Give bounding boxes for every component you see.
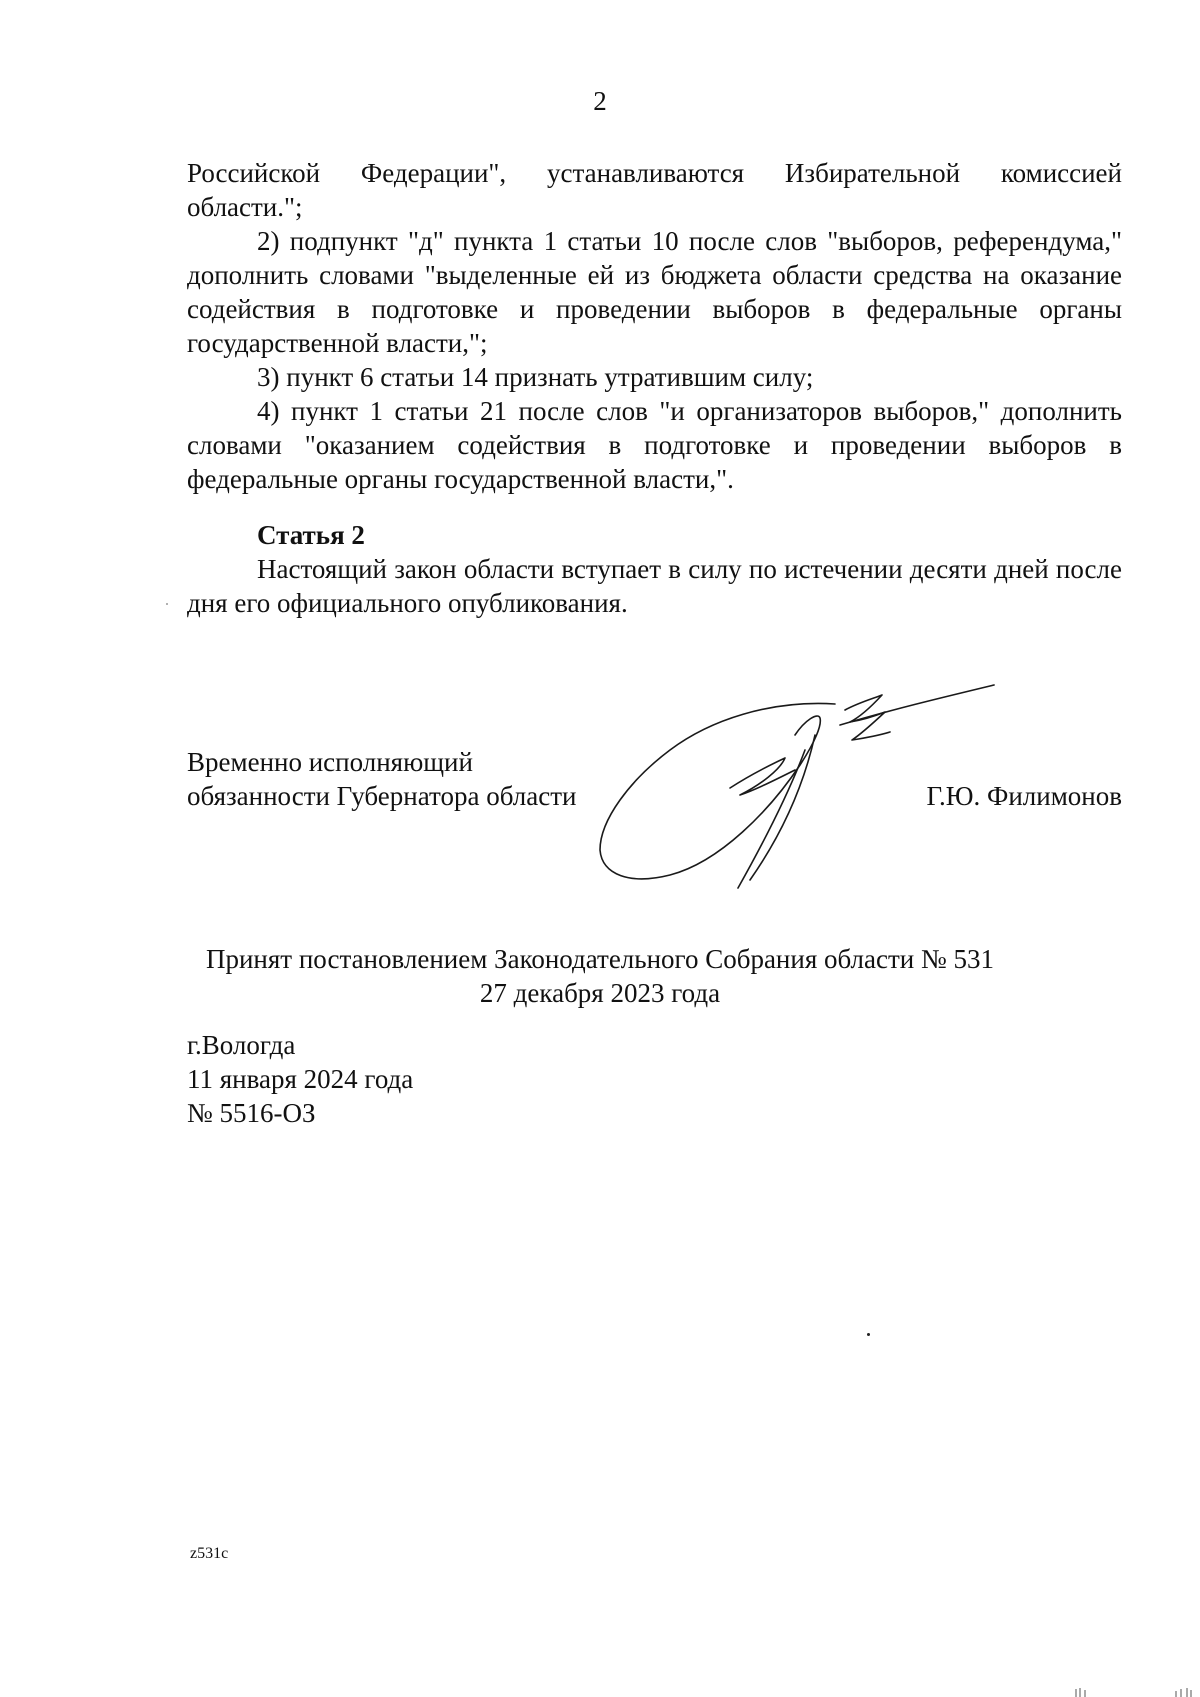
adoption-line-2: 27 декабря 2023 года: [479, 978, 721, 1008]
law-details: [187, 1028, 413, 1130]
continuation-line-1: Российской Федерации", устанавливаются Избирательной комиссией: [187, 158, 1122, 188]
article-2-text: Настоящий закон области вступает в силу по истечении десяти дней после дня его официального опубликования.: [187, 554, 1122, 618]
adoption-line-1: Принят постановлением Законодательного Собрания области № 531: [205, 944, 995, 974]
amendments-list: [187, 156, 1122, 496]
document-code: z531c: [190, 1545, 229, 1562]
article-2-heading: Статья 2: [257, 520, 365, 550]
signer-name: Г.Ю. Филимонов: [926, 781, 1122, 811]
adoption-note: [0, 942, 1200, 1010]
city: г.Вологда: [187, 1030, 296, 1060]
scan-speck-left: [166, 603, 168, 605]
amendment-item-3: 3) пункт 6 статьи 14 признать утратившим силу;: [257, 362, 814, 392]
article-2-body: [187, 552, 1122, 620]
signer-title-line-1: Временно исполняющий: [187, 747, 473, 777]
signer-title: [187, 745, 576, 813]
amendment-item-4: 4) пункт 1 статьи 21 после слов "и организаторов выборов," дополнить словами "оказанием содействия в подготовке и проведении выборов в федеральные органы государственной власти,".: [187, 396, 1122, 494]
signer-title-line-2: обязанности Губернатора области: [187, 781, 577, 811]
scan-edge-marks: [1074, 1686, 1194, 1697]
page-number: 2: [593, 86, 607, 116]
amendment-item-2: 2) подпункт "д" пункта 1 статьи 10 после слов "выборов, референдума," дополнить словами "выделенные ей из бюджета области средства на оказание содействия в подготовке и проведении выборов в федеральные органы государственной власти,";: [187, 226, 1122, 358]
signing-date: 11 января 2024 года: [187, 1064, 414, 1094]
scan-speck: [867, 1333, 870, 1336]
law-number: № 5516-ОЗ: [187, 1098, 316, 1128]
continuation-line-2: области.";: [187, 192, 303, 222]
